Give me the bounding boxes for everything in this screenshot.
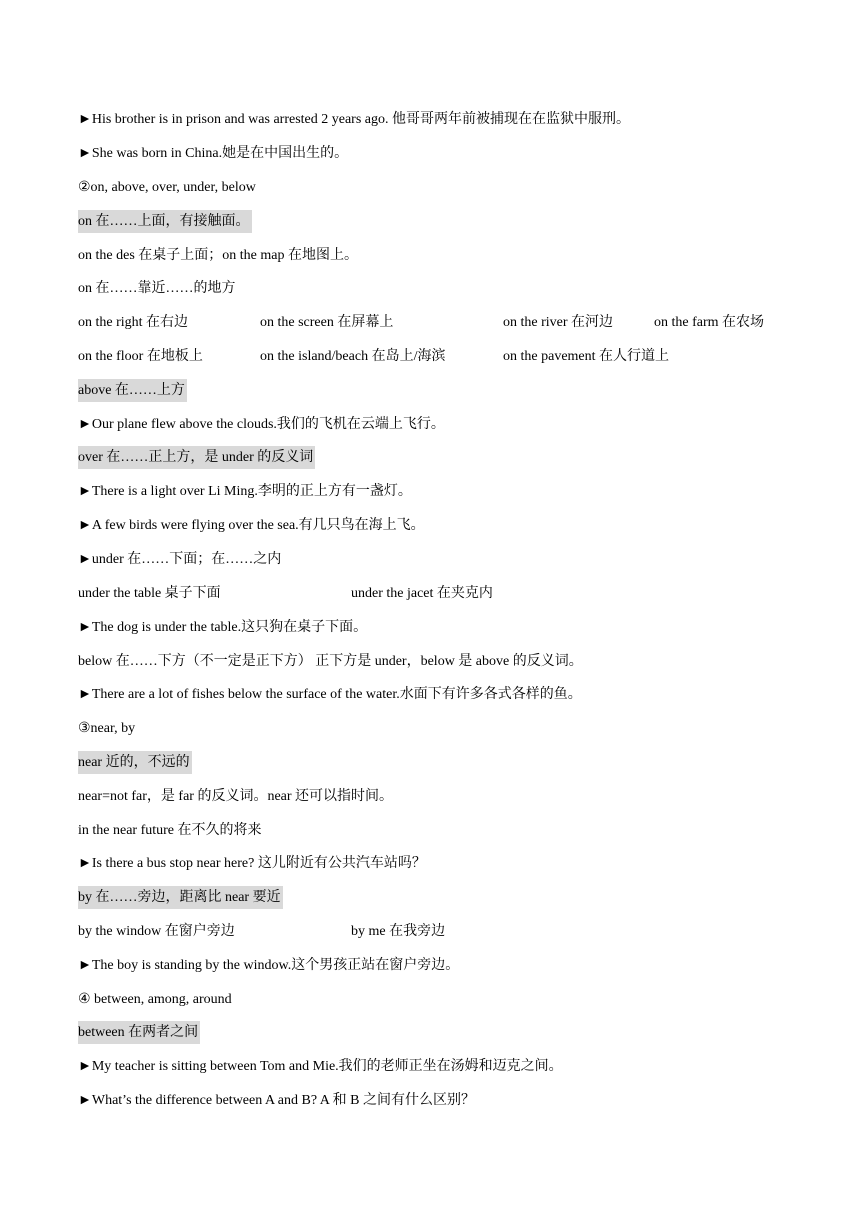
example-sentence: ►There is a light over Li Ming.李明的正上方有一盏灯。: [78, 484, 412, 499]
phrase: on the island/beach 在岛上/海滨: [260, 349, 446, 364]
example-sentence: ►A few birds were flying over the sea.有几只鸟在海上飞。: [78, 518, 425, 533]
text-line: on the des 在桌子上面；on the map 在地图上。: [78, 248, 358, 263]
text-line: below 在……下方（不一定是正下方） 正下方是 under，below 是 above 的反义词。: [78, 654, 583, 669]
section-heading: ④ between, among, around: [78, 992, 232, 1007]
example-sentence: ►There are a lot of fishes below the surface of the water.水面下有许多各式各样的鱼。: [78, 687, 582, 702]
example-sentence: ►under 在……下面；在……之内: [78, 552, 282, 567]
highlighted-definition: by 在……旁边，距离比 near 要近: [78, 886, 283, 909]
phrase: on the right 在右边: [78, 315, 189, 330]
example-sentence: ►The boy is standing by the window.这个男孩正站在窗户旁边。: [78, 958, 460, 973]
phrase-row: [78, 345, 860, 368]
example-sentence: ►Our plane flew above the clouds.我们的飞机在云端上飞行。: [78, 417, 445, 432]
phrase: on the screen 在屏幕上: [260, 315, 394, 330]
phrase: on the farm 在农场: [654, 315, 765, 330]
text-line: near=not far，是 far 的反义词。near 还可以指时间。: [78, 789, 394, 804]
text-line: on 在……靠近……的地方: [78, 281, 236, 296]
phrase-row: [78, 920, 860, 943]
phrase: on the river 在河边: [503, 315, 614, 330]
section-heading: ③near, by: [78, 721, 136, 736]
phrase: on the floor 在地板上: [78, 349, 203, 364]
phrase: by me 在我旁边: [351, 924, 446, 939]
phrase: under the table 桌子下面: [78, 586, 221, 601]
phrase-row: [78, 311, 860, 334]
text-line: in the near future 在不久的将来: [78, 823, 262, 838]
highlighted-definition: over 在……正上方，是 under 的反义词: [78, 446, 315, 469]
example-sentence: ►His brother is in prison and was arrested 2 years ago. 他哥哥两年前被捕现在在监狱中服刑。: [78, 112, 631, 127]
example-sentence: ►She was born in China.她是在中国出生的。: [78, 146, 349, 161]
highlighted-definition: above 在……上方: [78, 379, 187, 402]
highlighted-definition: on 在……上面，有接触面。: [78, 210, 252, 233]
highlighted-definition: between 在两者之间: [78, 1021, 200, 1044]
example-sentence: ►The dog is under the table.这只狗在桌子下面。: [78, 620, 368, 635]
phrase: on the pavement 在人行道上: [503, 349, 670, 364]
phrase: by the window 在窗户旁边: [78, 924, 235, 939]
phrase-row: [78, 582, 860, 605]
phrase: under the jacet 在夹克内: [351, 586, 493, 601]
example-sentence: ►Is there a bus stop near here? 这儿附近有公共汽车站吗？: [78, 856, 426, 871]
example-sentence: ►What’s the difference between A and B? A 和 B 之间有什么区别？: [78, 1093, 475, 1108]
highlighted-definition: near 近的，不远的: [78, 751, 192, 774]
section-heading: ②on, above, over, under, below: [78, 180, 256, 195]
example-sentence: ►My teacher is sitting between Tom and Mie.我们的老师正坐在汤姆和迈克之间。: [78, 1059, 563, 1074]
